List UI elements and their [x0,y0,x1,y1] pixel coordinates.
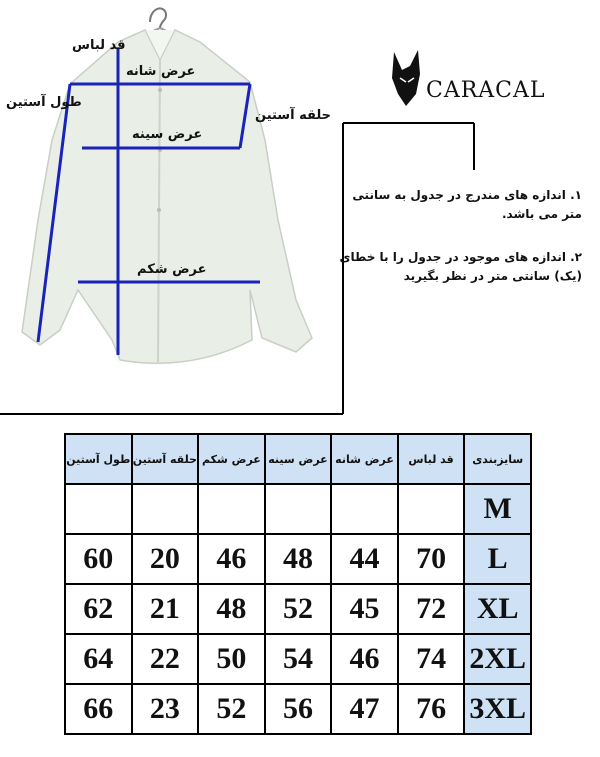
table-cell: 54 [265,634,332,684]
table-cell: 46 [198,534,265,584]
table-cell: 52 [265,584,332,634]
table-cell: 64 [65,634,132,684]
table-cell: 60 [65,534,132,584]
table-cell: 22 [132,634,199,684]
table-row [65,634,531,684]
table-cell: 52 [198,684,265,734]
header-length: قد لباس [398,434,465,484]
table-cell [132,484,199,534]
header-shoulder: عرض شانه [331,434,398,484]
table-cell: 21 [132,584,199,634]
table-cell: 66 [65,684,132,734]
table-row [65,484,531,534]
header-waist: عرض شکم [198,434,265,484]
table-cell: 48 [265,534,332,584]
table-cell: 45 [331,584,398,634]
table-cell: 62 [65,584,132,634]
size-table [64,433,532,735]
table-cell: 72 [398,584,465,634]
size-cell: 3XL [464,684,531,734]
table-cell: 70 [398,534,465,584]
size-cell: 2XL [464,634,531,684]
note-1: ۱. اندازه های مندرج در جدول به سانتی متر می باشد. [352,188,582,221]
table-cell: 44 [331,534,398,584]
table-row [65,534,531,584]
caracal-icon [388,48,428,108]
size-cell: L [464,534,531,584]
table-header-row [65,434,531,484]
header-armhole: حلقه آستین [132,434,199,484]
table-cell: 47 [331,684,398,734]
table-cell: 76 [398,684,465,734]
note-2: ۲. اندازه های موجود در جدول را با خطای (یک) سانتی متر در نظر بگیرید [339,250,582,283]
table-cell: 48 [198,584,265,634]
label-sleeve-length: طول آستین [6,95,82,110]
table-cell [265,484,332,534]
table-cell [331,484,398,534]
label-chest: عرض سینه [132,127,203,142]
header-sleeve-length: طول آستین [65,434,132,484]
table-cell [65,484,132,534]
table-cell [398,484,465,534]
header-size: سایزبندی [464,434,531,484]
table-row [65,584,531,634]
table-cell: 50 [198,634,265,684]
label-length: قد لباس [72,38,126,53]
size-cell: XL [464,584,531,634]
label-waist: عرض شکم [137,262,207,277]
table-cell: 20 [132,534,199,584]
label-shoulder: عرض شانه [126,64,196,79]
table-cell: 56 [265,684,332,734]
table-cell: 46 [331,634,398,684]
size-cell: M [464,484,531,534]
table-cell: 74 [398,634,465,684]
header-chest: عرض سینه [265,434,332,484]
brand-logo [388,48,568,118]
table-cell: 23 [132,684,199,734]
label-armhole: حلقه آستین [255,108,331,123]
table-row [65,684,531,734]
table-cell [198,484,265,534]
brand-name: CARACAL [426,78,546,103]
